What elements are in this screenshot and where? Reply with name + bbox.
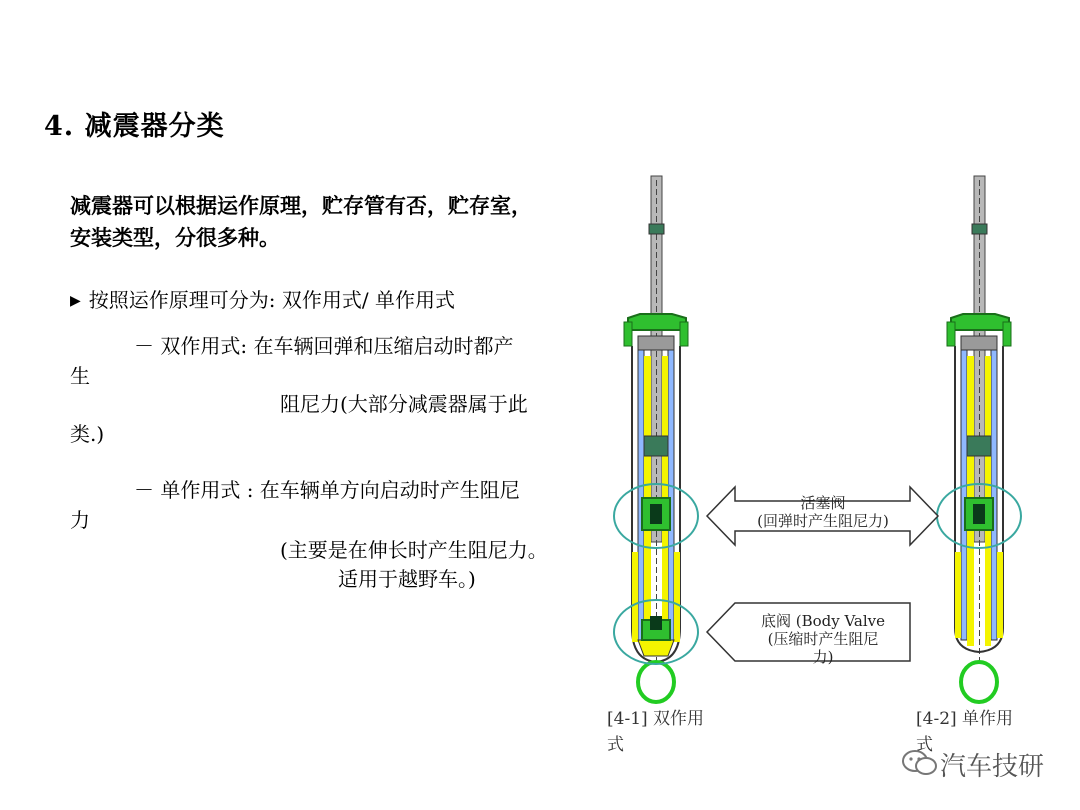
figure-caption-4-1 <box>607 706 704 758</box>
rebound-stopper <box>644 436 668 456</box>
double-acting-line-2: 生 <box>70 364 90 388</box>
triangle-bullet-icon: ▶ <box>70 293 81 309</box>
body-valve-callout <box>736 612 910 666</box>
caption-4-2-line-2: 式 <box>916 735 933 755</box>
single-acting-shock-figure <box>937 176 1021 702</box>
intro-line-2: 安装类型，分很多种。 <box>70 225 280 250</box>
body-valve-note-1: (压缩时产生阻尼 <box>767 630 879 648</box>
caption-4-2-line-1: [4-2] 单作用 <box>916 709 1014 729</box>
body-valve-note-2: 力) <box>812 648 834 666</box>
top-seal-left <box>624 322 632 346</box>
reservoir-oil-right <box>674 552 680 642</box>
reservoir-oil-left <box>955 552 961 638</box>
piston-core <box>973 504 985 524</box>
double-acting-line-4: 类.) <box>70 422 105 446</box>
piston-valve-note: (回弹时产生阻尼力) <box>757 512 889 530</box>
double-acting-shock-figure <box>614 176 698 702</box>
top-seal-left <box>947 322 955 346</box>
reservoir-oil-left <box>632 552 638 642</box>
inner-wall-right <box>668 350 674 640</box>
body-valve-core <box>650 616 662 630</box>
top-seal-cap <box>951 314 1009 330</box>
rod-guide <box>961 336 997 350</box>
oil-bottom <box>638 640 674 656</box>
piston-valve-callout <box>736 494 910 530</box>
bottom-eye-ring <box>638 662 674 702</box>
single-acting-line-3: (主要是在伸长时产生阻尼力。 <box>280 538 548 562</box>
top-seal-right <box>1003 322 1011 346</box>
bullet-text: 按照运作原理可分为: 双作用式/ 单作用式 <box>88 288 455 312</box>
body-valve-label: 底阀 (Body Valve <box>760 612 886 630</box>
reservoir-oil-right <box>997 552 1003 638</box>
single-acting-line-4: 适用于越野车。) <box>338 567 476 591</box>
bottom-eye-ring <box>961 662 997 702</box>
double-acting-line-3: 阻尼力(大部分减震器属于此 <box>280 392 528 416</box>
rod-guide <box>638 336 674 350</box>
page-title: 4. 减震器分类 <box>44 111 225 142</box>
wechat-logo-icon <box>900 748 940 778</box>
intro-line-1: 减震器可以根据运作原理，贮存管有否，贮存室， <box>70 193 532 218</box>
piston-valve-label: 活塞阀 <box>800 494 846 512</box>
caption-4-1-line-1: [4-1] 双作用 <box>607 709 705 729</box>
inner-wall-left <box>961 350 967 640</box>
inner-wall-right <box>991 350 997 640</box>
double-acting-line-1: － 双作用式: 在车辆回弹和压缩启动时都产 <box>134 334 514 358</box>
rod-collar <box>972 224 987 234</box>
single-acting-line-2: 力 <box>70 508 90 532</box>
rebound-stopper <box>967 436 991 456</box>
top-seal-right <box>680 322 688 346</box>
single-acting-line-1: － 单作用式 : 在车辆单方向启动时产生阻尼 <box>134 478 520 502</box>
inner-wall-left <box>638 350 644 640</box>
rod-collar <box>649 224 664 234</box>
caption-4-1-line-2: 式 <box>607 735 624 755</box>
top-seal-cap <box>628 314 686 330</box>
piston-core <box>650 504 662 524</box>
watermark-text: 汽车技研 <box>940 752 1045 782</box>
